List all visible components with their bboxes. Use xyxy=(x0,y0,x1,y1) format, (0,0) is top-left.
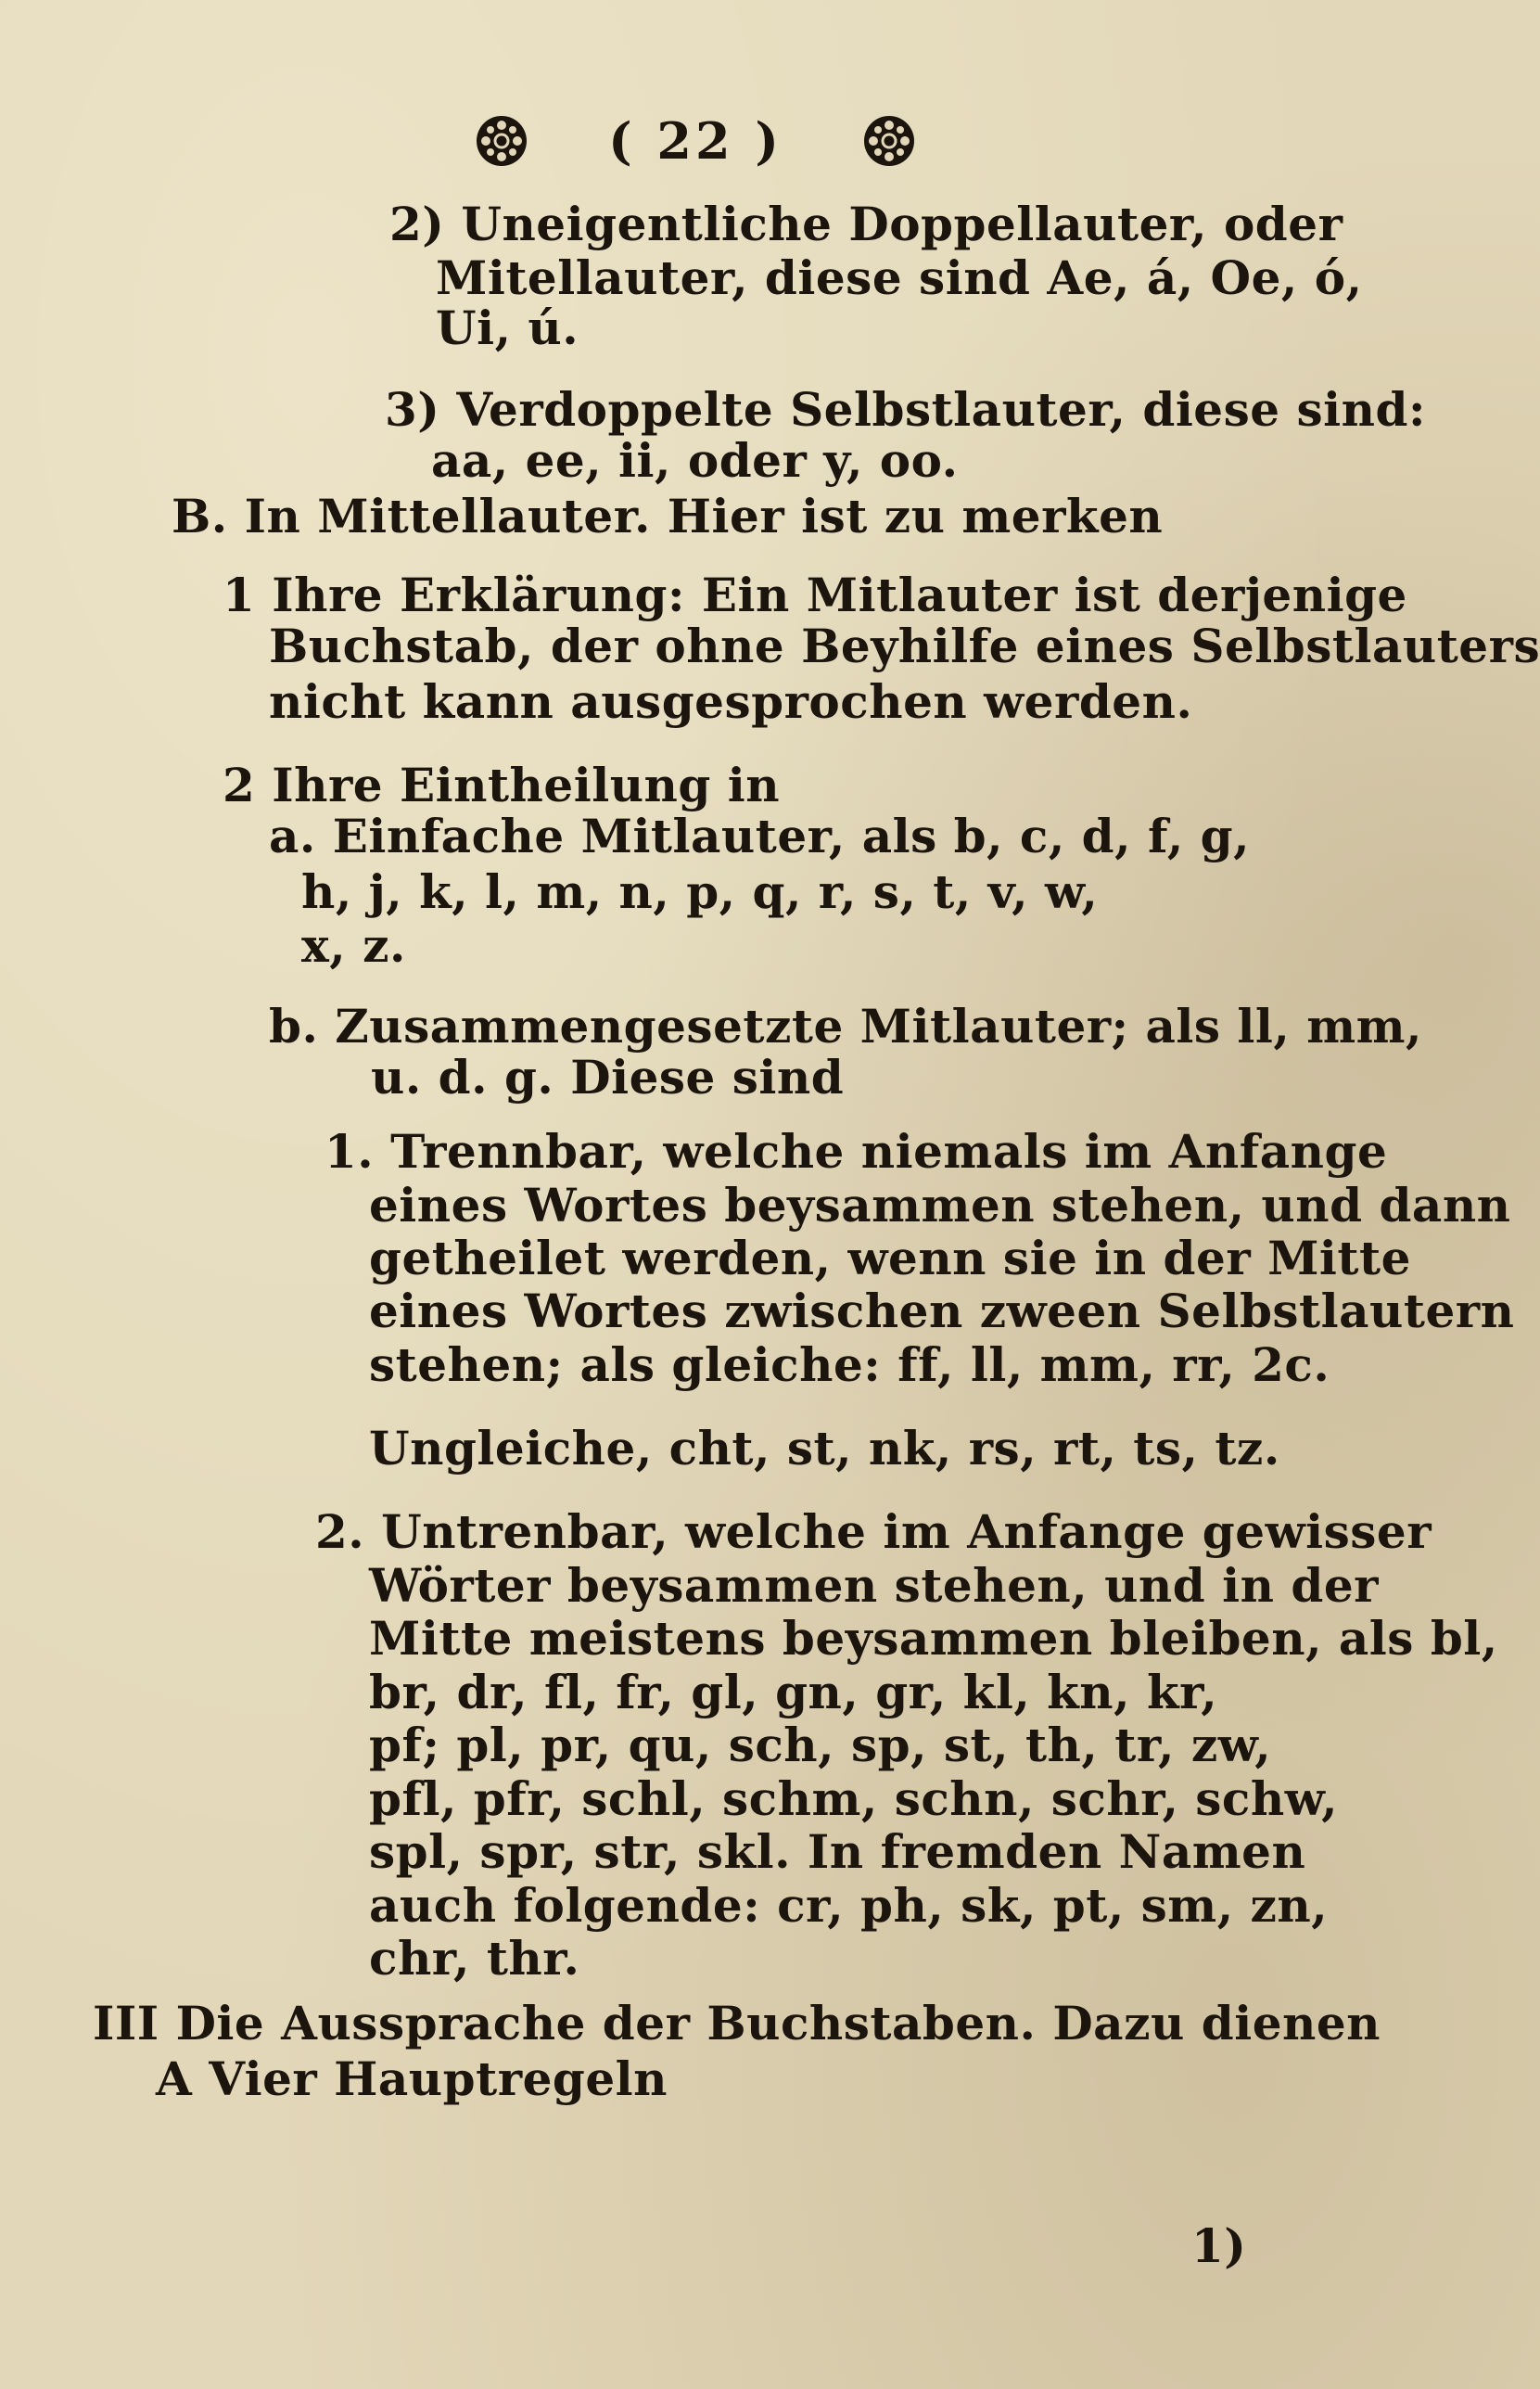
text-line: stehen; als gleiche: ff, ll, mm, rr, 2c. xyxy=(369,1337,1330,1392)
text-line: Ungleiche, cht, st, nk, rs, rt, ts, tz. xyxy=(369,1421,1280,1476)
page-header xyxy=(473,104,918,178)
section-heading: B. In Mittellauter. Hier ist zu merken xyxy=(172,489,1164,543)
text-line: x, z. xyxy=(301,918,406,973)
text-line: Ui, ú. xyxy=(436,300,579,355)
text-line: 2. Untrenbar, welche im Anfange gewisser xyxy=(315,1504,1432,1559)
section-heading: III Die Aussprache der Buchstaben. Dazu dienen xyxy=(93,1996,1381,2050)
text-line: 2) Uneigentliche Doppellauter, oder xyxy=(389,197,1343,251)
text-line: a. Einfache Mitlauter, als b, c, d, f, g, xyxy=(269,809,1251,863)
text-line: A Vier Hauptregeln xyxy=(156,2051,668,2106)
rosette-ornament-icon xyxy=(473,112,530,170)
text-line: h, j, k, l, m, n, p, q, r, s, t, v, w, xyxy=(301,864,1099,919)
catchword: 1) xyxy=(1191,2218,1247,2273)
text-line: aa, ee, ii, oder y, oo. xyxy=(431,433,959,488)
text-line: 2 Ihre Eintheilung in xyxy=(223,758,781,812)
text-line: chr, thr. xyxy=(369,1931,580,1986)
text-line: u. d. g. Diese sind xyxy=(371,1050,845,1105)
text-line: 1 Ihre Erklärung: Ein Mitlauter ist derjenige xyxy=(223,568,1407,622)
text-line: Wörter beysammen stehen, und in der xyxy=(369,1558,1380,1613)
text-line: Mitte meistens beysammen bleiben, als bl, xyxy=(369,1611,1498,1666)
text-line: pfl, pfr, schl, schm, schn, schr, schw, xyxy=(369,1771,1339,1826)
text-line: 3) Verdoppelte Selbstlauter, diese sind: xyxy=(385,382,1426,437)
text-line: b. Zusammengesetzte Mitlauter; als ll, mm, xyxy=(269,999,1422,1054)
page-number: ( 22 ) xyxy=(608,111,783,171)
rosette-ornament-icon xyxy=(860,112,918,170)
text-line: eines Wortes zwischen zween Selbstlautern xyxy=(369,1284,1515,1338)
text-line: Buchstab, der ohne Beyhilfe eines Selbstlauters xyxy=(269,619,1540,673)
text-line: spl, spr, str, skl. In fremden Namen xyxy=(369,1824,1306,1879)
text-line: auch folgende: cr, ph, sk, pt, sm, zn, xyxy=(369,1878,1329,1933)
text-line: Mitellauter, diese sind Ae, á, Oe, ó, xyxy=(436,250,1363,305)
text-line: 1. Trennbar, welche niemals im Anfange xyxy=(325,1124,1388,1179)
text-line: eines Wortes beysammen stehen, und dann xyxy=(369,1178,1511,1233)
text-line: br, dr, fl, fr, gl, gn, gr, kl, kn, kr, xyxy=(369,1665,1218,1719)
text-line: pf; pl, pr, qu, sch, sp, st, th, tr, zw, xyxy=(369,1718,1272,1772)
text-line: getheilet werden, wenn sie in der Mitte xyxy=(369,1231,1411,1285)
text-line: nicht kann ausgesprochen werden. xyxy=(269,674,1193,729)
